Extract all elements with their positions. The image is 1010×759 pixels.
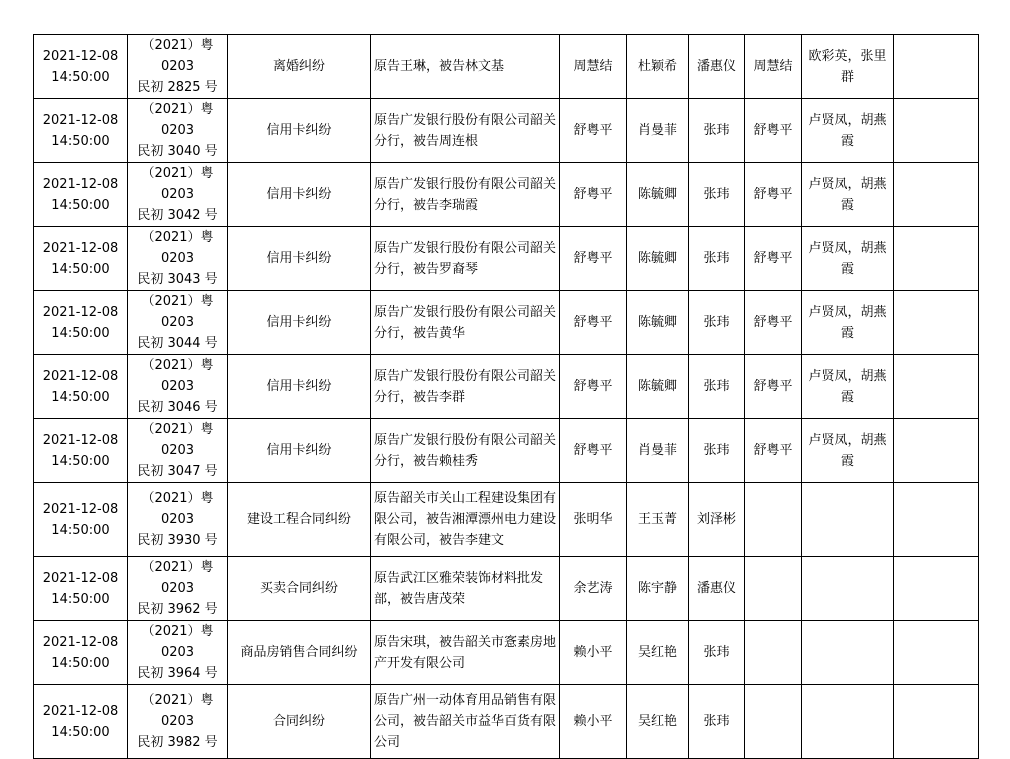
judge-name: 余艺涛	[560, 557, 627, 621]
presiding-judge: 舒粤平	[745, 99, 802, 163]
presiding-judge: 舒粤平	[745, 227, 802, 291]
presiding-judge: 舒粤平	[745, 419, 802, 483]
case-parties: 原告广发银行股份有限公司韶关分行，被告赖桂秀	[371, 419, 560, 483]
court-clerk: 张玮	[689, 227, 745, 291]
case-parties: 原告广发银行股份有限公司韶关分行，被告周连根	[371, 99, 560, 163]
table-row	[34, 99, 979, 163]
presiding-judge: 周慧结	[745, 35, 802, 99]
panel-member: 陈毓卿	[627, 163, 689, 227]
table-row	[34, 557, 979, 621]
judge-name: 舒粤平	[560, 419, 627, 483]
court-clerk: 张玮	[689, 419, 745, 483]
other-members: 卢贤凤，胡燕霞	[802, 163, 894, 227]
case-number: （2021）粤 0203 民初 3047 号	[128, 419, 228, 483]
presiding-judge	[745, 483, 802, 557]
presiding-judge: 舒粤平	[745, 355, 802, 419]
table-row	[34, 227, 979, 291]
hearing-datetime: 2021-12-08 14:50:00	[34, 685, 128, 759]
court-clerk: 张玮	[689, 163, 745, 227]
panel-member: 王玉菁	[627, 483, 689, 557]
panel-member: 陈毓卿	[627, 227, 689, 291]
hearing-datetime: 2021-12-08 14:50:00	[34, 557, 128, 621]
case-parties: 原告广州一动体育用品销售有限公司，被告韶关市益华百货有限公司	[371, 685, 560, 759]
empty-cell	[894, 557, 979, 621]
case-parties: 原告广发银行股份有限公司韶关分行，被告李瑞霞	[371, 163, 560, 227]
case-number: （2021）粤 0203 民初 3044 号	[128, 291, 228, 355]
case-cause: 信用卡纠纷	[228, 419, 371, 483]
judge-name: 赖小平	[560, 621, 627, 685]
case-number: （2021）粤 0203 民初 3046 号	[128, 355, 228, 419]
presiding-judge: 舒粤平	[745, 291, 802, 355]
case-parties: 原告广发银行股份有限公司韶关分行，被告罗裔琴	[371, 227, 560, 291]
other-members	[802, 483, 894, 557]
court-clerk: 张玮	[689, 99, 745, 163]
panel-member: 吴红艳	[627, 621, 689, 685]
panel-member: 肖曼菲	[627, 99, 689, 163]
hearing-datetime: 2021-12-08 14:50:00	[34, 99, 128, 163]
panel-member: 杜颖希	[627, 35, 689, 99]
case-cause: 信用卡纠纷	[228, 291, 371, 355]
case-number: （2021）粤 0203 民初 3962 号	[128, 557, 228, 621]
case-cause: 信用卡纠纷	[228, 227, 371, 291]
case-cause: 买卖合同纠纷	[228, 557, 371, 621]
table-row	[34, 483, 979, 557]
empty-cell	[894, 163, 979, 227]
hearing-datetime: 2021-12-08 14:50:00	[34, 291, 128, 355]
case-cause: 信用卡纠纷	[228, 355, 371, 419]
presiding-judge	[745, 685, 802, 759]
table-body	[34, 35, 979, 759]
other-members	[802, 557, 894, 621]
case-parties: 原告宋琪，被告韶关市愙素房地产开发有限公司	[371, 621, 560, 685]
case-cause: 信用卡纠纷	[228, 163, 371, 227]
other-members: 卢贤凤，胡燕霞	[802, 355, 894, 419]
case-parties: 原告王琳，被告林文基	[371, 35, 560, 99]
other-members: 卢贤凤，胡燕霞	[802, 227, 894, 291]
court-clerk: 张玮	[689, 621, 745, 685]
panel-member: 陈毓卿	[627, 355, 689, 419]
table-row	[34, 621, 979, 685]
hearing-schedule-table	[33, 34, 979, 759]
judge-name: 周慧结	[560, 35, 627, 99]
case-parties: 原告韶关市关山工程建设集团有限公司，被告湘潭漂州电力建设有限公司，被告李建文	[371, 483, 560, 557]
table-row	[34, 685, 979, 759]
court-clerk: 刘泽彬	[689, 483, 745, 557]
judge-name: 舒粤平	[560, 99, 627, 163]
case-cause: 建设工程合同纠纷	[228, 483, 371, 557]
court-clerk: 张玮	[689, 685, 745, 759]
hearing-datetime: 2021-12-08 14:50:00	[34, 621, 128, 685]
judge-name: 舒粤平	[560, 355, 627, 419]
table-row	[34, 163, 979, 227]
hearing-datetime: 2021-12-08 14:50:00	[34, 483, 128, 557]
empty-cell	[894, 355, 979, 419]
case-number: （2021）粤 0203 民初 3043 号	[128, 227, 228, 291]
presiding-judge	[745, 621, 802, 685]
hearing-datetime: 2021-12-08 14:50:00	[34, 35, 128, 99]
panel-member: 陈宇静	[627, 557, 689, 621]
hearing-datetime: 2021-12-08 14:50:00	[34, 419, 128, 483]
empty-cell	[894, 99, 979, 163]
panel-member: 陈毓卿	[627, 291, 689, 355]
empty-cell	[894, 419, 979, 483]
table-row	[34, 35, 979, 99]
case-parties: 原告武江区雅荣装饰材料批发部，被告唐茂荣	[371, 557, 560, 621]
hearing-datetime: 2021-12-08 14:50:00	[34, 355, 128, 419]
case-cause: 离婚纠纷	[228, 35, 371, 99]
court-clerk: 张玮	[689, 291, 745, 355]
case-number: （2021）粤 0203 民初 3982 号	[128, 685, 228, 759]
empty-cell	[894, 291, 979, 355]
table-row	[34, 291, 979, 355]
case-number: （2021）粤 0203 民初 3040 号	[128, 99, 228, 163]
court-clerk: 张玮	[689, 355, 745, 419]
panel-member: 肖曼菲	[627, 419, 689, 483]
judge-name: 舒粤平	[560, 227, 627, 291]
empty-cell	[894, 685, 979, 759]
other-members	[802, 685, 894, 759]
case-parties: 原告广发银行股份有限公司韶关分行，被告李群	[371, 355, 560, 419]
other-members: 欧彩英，张里群	[802, 35, 894, 99]
table-row	[34, 355, 979, 419]
hearing-datetime: 2021-12-08 14:50:00	[34, 163, 128, 227]
other-members: 卢贤凤，胡燕霞	[802, 99, 894, 163]
empty-cell	[894, 621, 979, 685]
court-clerk: 潘惠仪	[689, 35, 745, 99]
hearing-datetime: 2021-12-08 14:50:00	[34, 227, 128, 291]
case-number: （2021）粤 0203 民初 3042 号	[128, 163, 228, 227]
judge-name: 张明华	[560, 483, 627, 557]
court-clerk: 潘惠仪	[689, 557, 745, 621]
case-cause: 合同纠纷	[228, 685, 371, 759]
other-members: 卢贤凤，胡燕霞	[802, 419, 894, 483]
panel-member: 吴红艳	[627, 685, 689, 759]
case-cause: 信用卡纠纷	[228, 99, 371, 163]
case-cause: 商品房销售合同纠纷	[228, 621, 371, 685]
judge-name: 赖小平	[560, 685, 627, 759]
table-row	[34, 419, 979, 483]
case-number: （2021）粤 0203 民初 3964 号	[128, 621, 228, 685]
other-members	[802, 621, 894, 685]
case-number: （2021）粤 0203 民初 2825 号	[128, 35, 228, 99]
empty-cell	[894, 35, 979, 99]
case-number: （2021）粤 0203 民初 3930 号	[128, 483, 228, 557]
case-parties: 原告广发银行股份有限公司韶关分行，被告黄华	[371, 291, 560, 355]
presiding-judge	[745, 557, 802, 621]
judge-name: 舒粤平	[560, 163, 627, 227]
empty-cell	[894, 483, 979, 557]
presiding-judge: 舒粤平	[745, 163, 802, 227]
other-members: 卢贤凤，胡燕霞	[802, 291, 894, 355]
judge-name: 舒粤平	[560, 291, 627, 355]
empty-cell	[894, 227, 979, 291]
